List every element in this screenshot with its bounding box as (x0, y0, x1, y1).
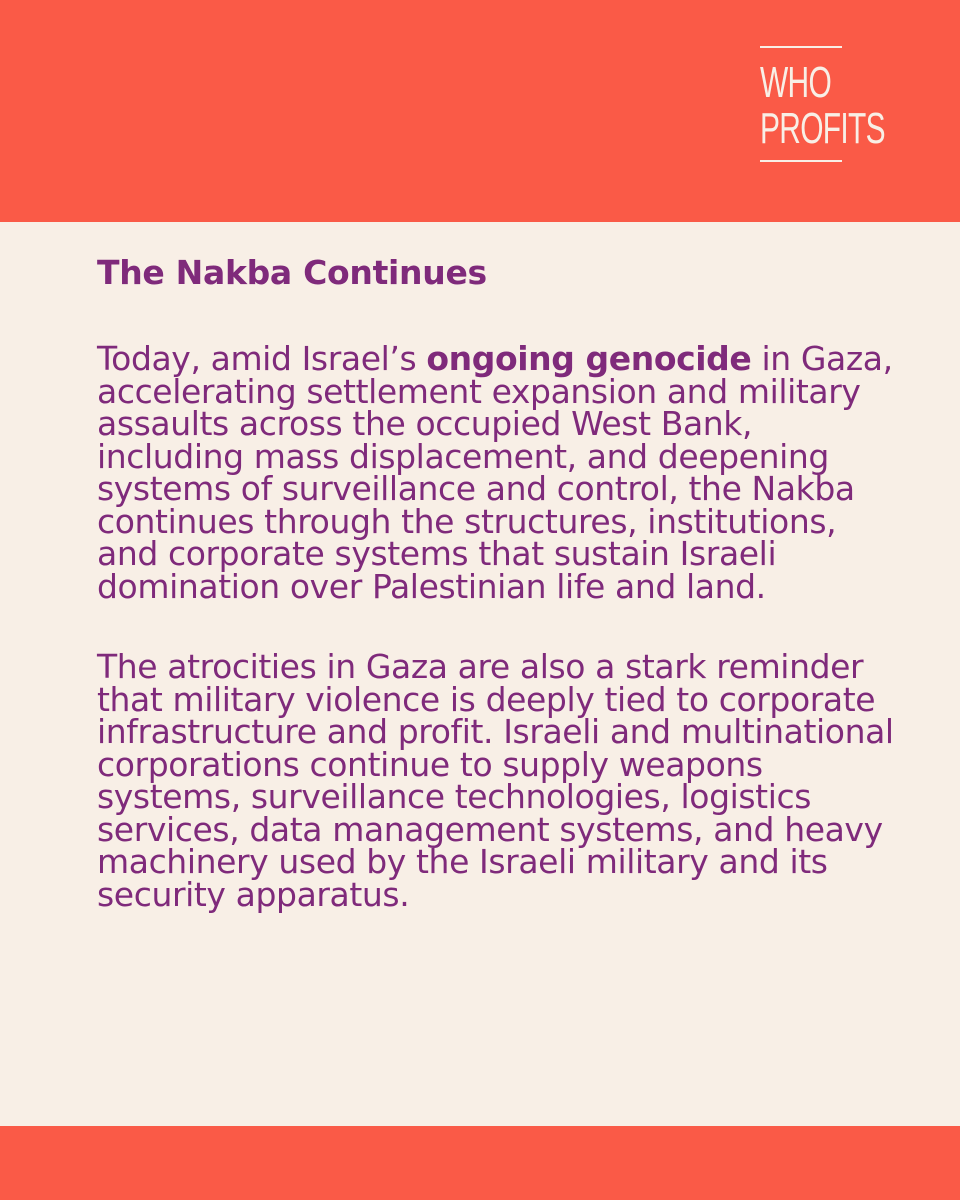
top-color-band (0, 0, 960, 222)
paragraph-2: The atrocities in Gaza are also a stark reminder that military violence is deeply tied to corporate infrastructure and profit. Israeli and multinational corporations continue to supply weapons systems, surveillance technologies, logistics services, data management systems, and heavy machinery used by the Israeli military and its security apparatus. (97, 647, 894, 914)
logo-top-rule (760, 46, 842, 48)
article-heading: The Nakba Continues (97, 253, 487, 292)
bottom-color-band (0, 1126, 960, 1200)
logo-bottom-rule (760, 160, 842, 162)
paragraph-1-rest: in Gaza, accelerating settlement expansion and military assaults across the occupied West Bank, including mass displacement, and deepening systems of surveillance and control, the Nakba continues through the structures, institutions, and corporate systems that sustain Israeli domination over Palestinian life and land. (97, 339, 893, 606)
paragraph-1 (97, 339, 897, 606)
article-content (97, 250, 897, 914)
logo-line-who: WHO (760, 58, 832, 107)
paragraph-1-emphasis: ongoing genocide (426, 339, 752, 378)
who-profits-logo (760, 46, 885, 162)
logo-line-profits: PROFITS (760, 104, 885, 153)
paragraph-1-lead: Today, amid Israel’s (97, 339, 427, 378)
